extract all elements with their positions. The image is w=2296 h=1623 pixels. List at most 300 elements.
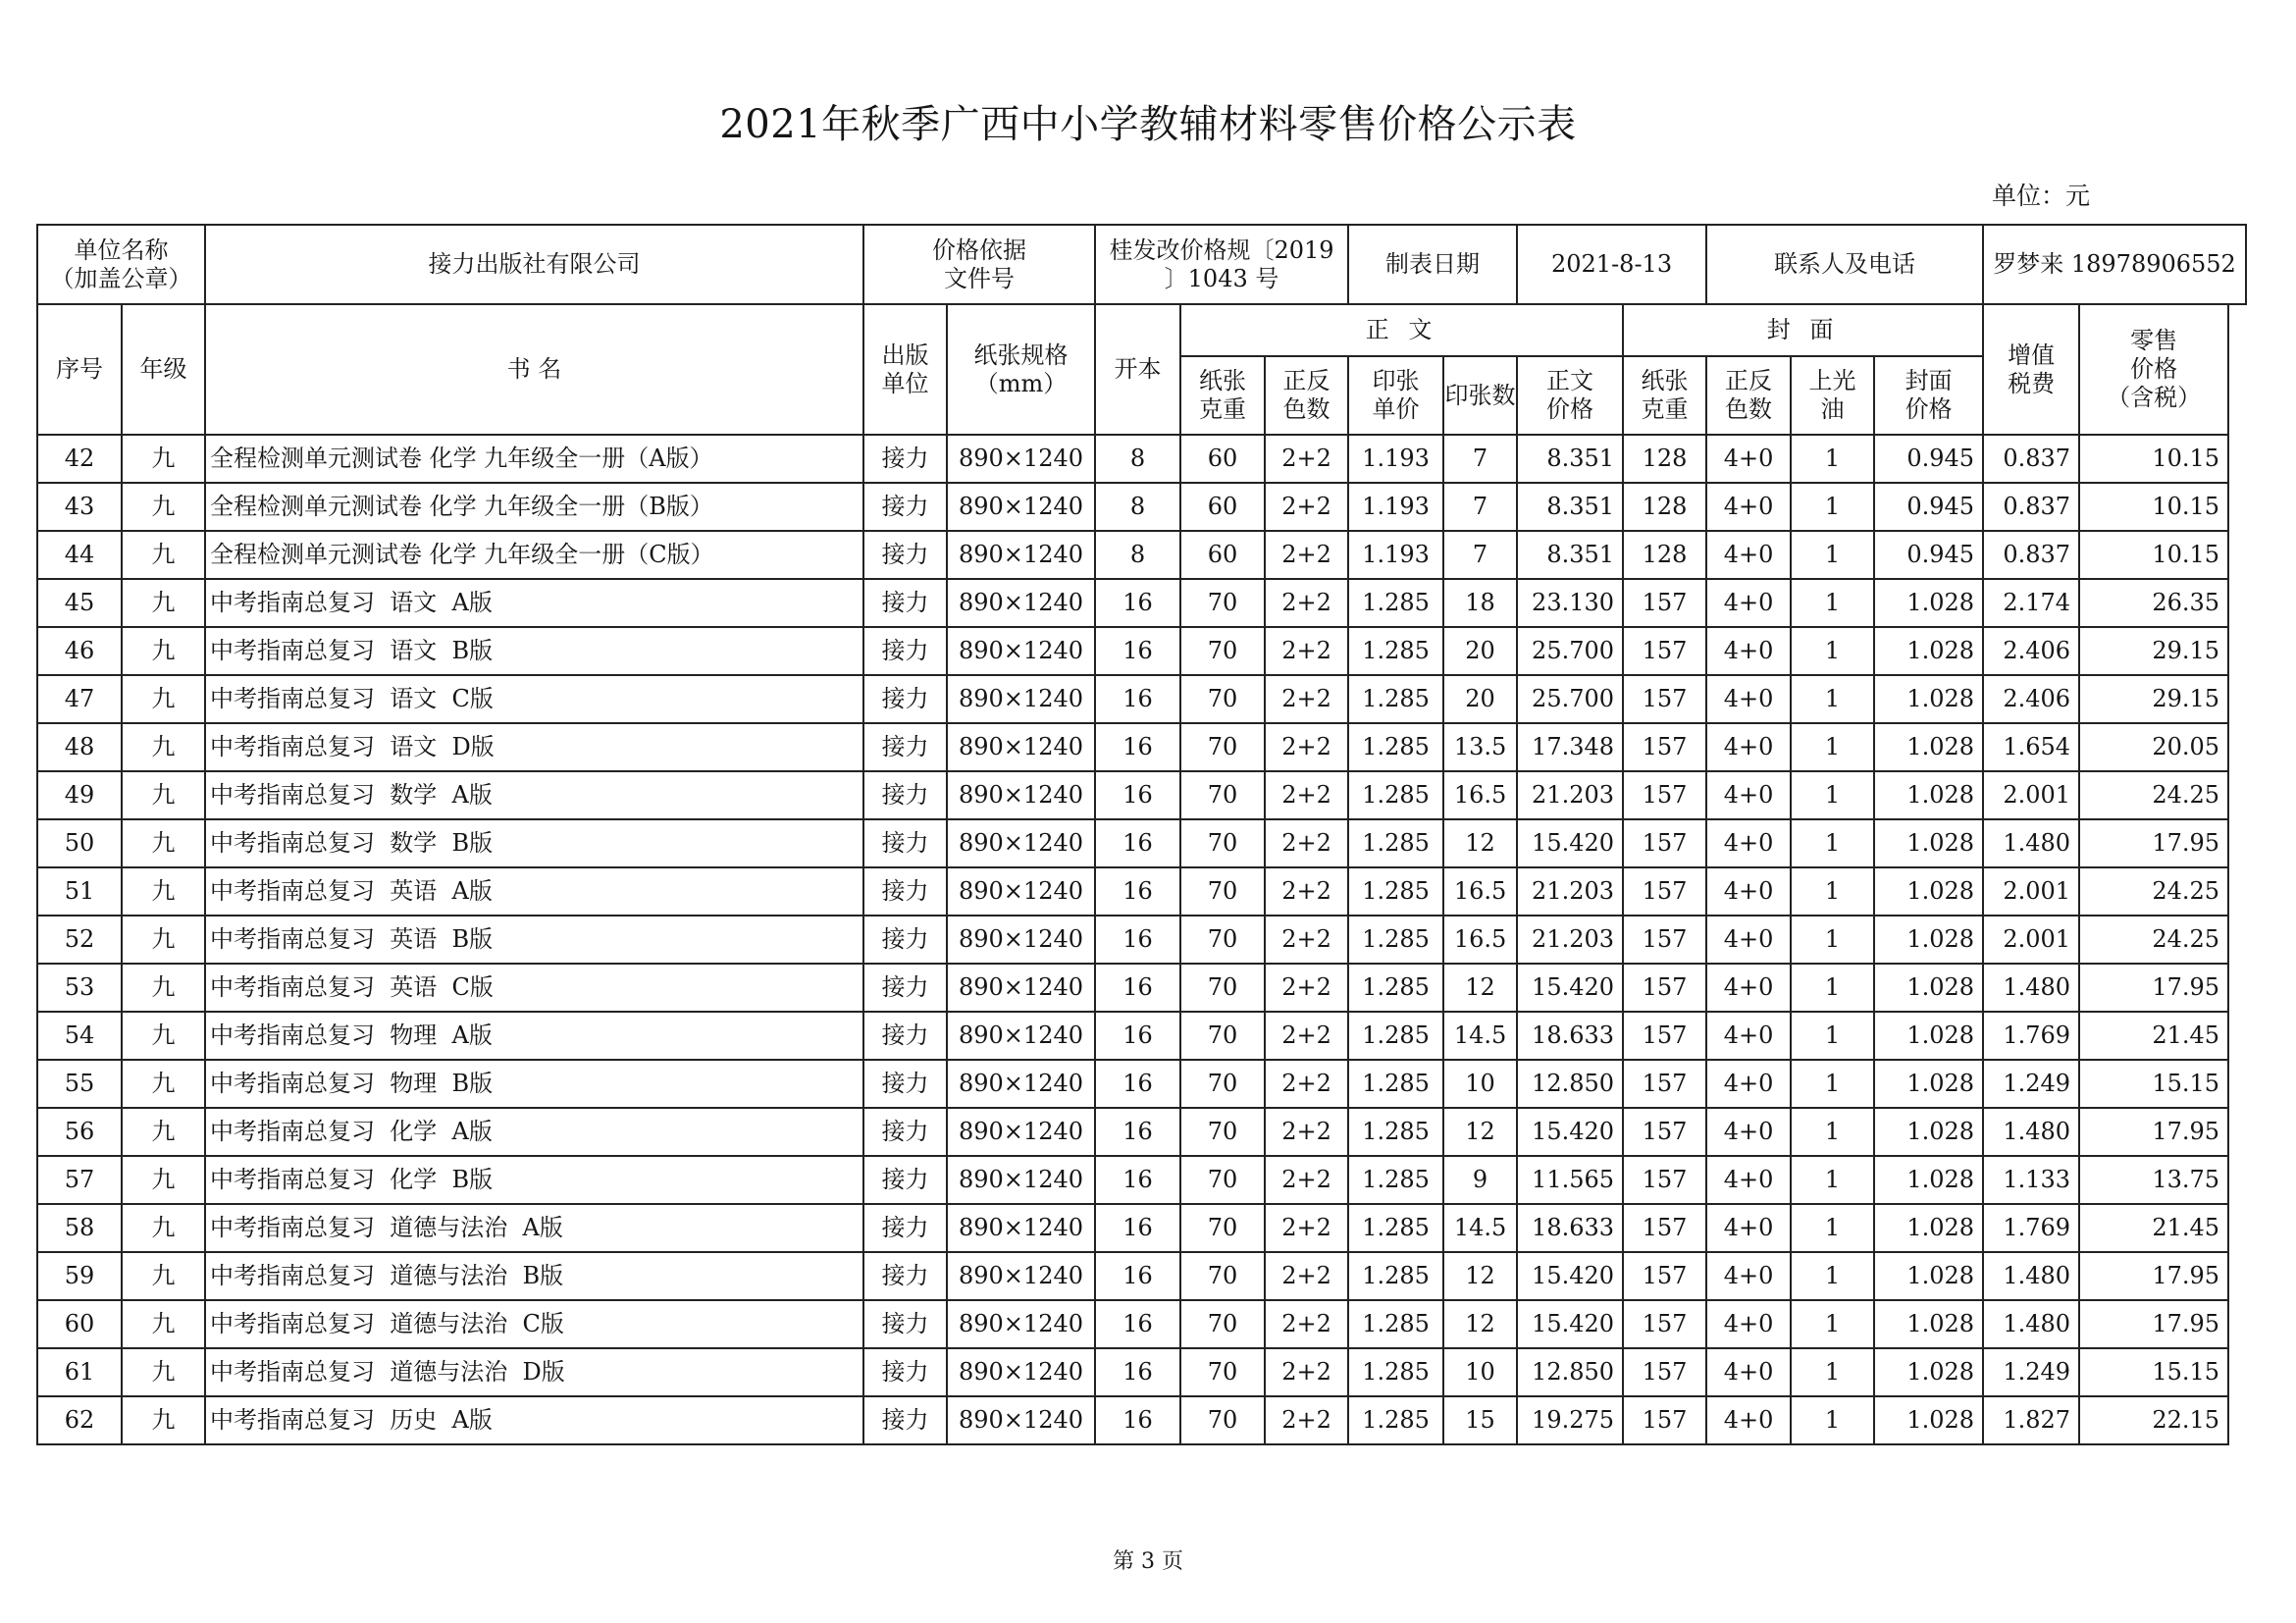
cell-cover-price: 1.028 bbox=[1874, 675, 1983, 723]
cell-body-paper-weight: 70 bbox=[1180, 675, 1265, 723]
cell-body-colors: 2+2 bbox=[1265, 1108, 1348, 1156]
cell-seq: 54 bbox=[37, 1012, 122, 1060]
cell-sheet-count: 15 bbox=[1443, 1396, 1517, 1444]
cell-varnish: 1 bbox=[1791, 531, 1874, 579]
cell-cover-paper-weight: 157 bbox=[1623, 627, 1706, 675]
cell-body-colors: 2+2 bbox=[1265, 435, 1348, 483]
cell-format: 16 bbox=[1095, 675, 1180, 723]
table-row bbox=[37, 1396, 2246, 1444]
cell-varnish: 1 bbox=[1791, 1204, 1874, 1252]
cell-grade: 九 bbox=[122, 1204, 205, 1252]
cell-format: 16 bbox=[1095, 1396, 1180, 1444]
cell-seq: 57 bbox=[37, 1156, 122, 1204]
cell-paper-size: 890×1240 bbox=[947, 627, 1095, 675]
cell-cover-price: 1.028 bbox=[1874, 627, 1983, 675]
cell-paper-size: 890×1240 bbox=[947, 1156, 1095, 1204]
cell-format: 16 bbox=[1095, 627, 1180, 675]
cell-varnish: 1 bbox=[1791, 1156, 1874, 1204]
cell-seq: 46 bbox=[37, 627, 122, 675]
cell-seq: 62 bbox=[37, 1396, 122, 1444]
cell-body-paper-weight: 70 bbox=[1180, 1252, 1265, 1300]
cell-varnish: 1 bbox=[1791, 1012, 1874, 1060]
cell-retail-price: 21.45 bbox=[2079, 1204, 2228, 1252]
cell-body-colors: 2+2 bbox=[1265, 1396, 1348, 1444]
cell-body-price: 23.130 bbox=[1517, 579, 1623, 627]
cell-format: 8 bbox=[1095, 483, 1180, 531]
cell-sheet-price: 1.193 bbox=[1348, 531, 1443, 579]
cell-sheet-count: 7 bbox=[1443, 531, 1517, 579]
contact-label: 联系人及电话 bbox=[1706, 225, 1983, 304]
basis-label: 价格依据 bbox=[932, 236, 1026, 264]
basis-value-cell bbox=[1095, 225, 1348, 304]
cell-cover-paper-weight: 157 bbox=[1623, 675, 1706, 723]
cell-seq: 59 bbox=[37, 1252, 122, 1300]
cell-publisher: 接力 bbox=[863, 723, 947, 771]
body-weight-header-l2: 克重 bbox=[1199, 395, 1246, 423]
cell-cover-paper-weight: 157 bbox=[1623, 1252, 1706, 1300]
cell-format: 8 bbox=[1095, 435, 1180, 483]
cell-varnish: 1 bbox=[1791, 1252, 1874, 1300]
cell-cover-price: 1.028 bbox=[1874, 819, 1983, 867]
cell-cover-paper-weight: 128 bbox=[1623, 435, 1706, 483]
cell-publisher: 接力 bbox=[863, 579, 947, 627]
cell-body-colors: 2+2 bbox=[1265, 483, 1348, 531]
table-row bbox=[37, 1300, 2246, 1348]
cell-grade: 九 bbox=[122, 867, 205, 916]
cell-body-paper-weight: 70 bbox=[1180, 1108, 1265, 1156]
table-row bbox=[37, 723, 2246, 771]
cell-varnish: 1 bbox=[1791, 579, 1874, 627]
cell-vat: 1.769 bbox=[1983, 1012, 2079, 1060]
cell-body-price: 18.633 bbox=[1517, 1204, 1623, 1252]
paper-header-l1: 纸张规格 bbox=[973, 340, 1069, 369]
cell-body-price: 21.203 bbox=[1517, 867, 1623, 916]
table-row bbox=[37, 771, 2246, 819]
cell-vat: 1.480 bbox=[1983, 964, 2079, 1012]
cell-cover-colors: 4+0 bbox=[1706, 819, 1791, 867]
cell-cover-price: 1.028 bbox=[1874, 771, 1983, 819]
cell-body-price: 15.420 bbox=[1517, 964, 1623, 1012]
sheet-price-header-l1: 印张 bbox=[1372, 367, 1420, 395]
cell-cover-paper-weight: 157 bbox=[1623, 1204, 1706, 1252]
cell-retail-price: 10.15 bbox=[2079, 531, 2228, 579]
cell-seq: 48 bbox=[37, 723, 122, 771]
cell-seq: 50 bbox=[37, 819, 122, 867]
cell-sheet-price: 1.285 bbox=[1348, 675, 1443, 723]
cell-grade: 九 bbox=[122, 723, 205, 771]
body-weight-header bbox=[1180, 356, 1265, 435]
cell-publisher: 接力 bbox=[863, 771, 947, 819]
cell-body-price: 15.420 bbox=[1517, 1300, 1623, 1348]
varnish-header-l1: 上光 bbox=[1808, 367, 1856, 395]
cell-body-price: 17.348 bbox=[1517, 723, 1623, 771]
cover-color-header bbox=[1706, 356, 1791, 435]
cell-grade: 九 bbox=[122, 675, 205, 723]
cell-retail-price: 17.95 bbox=[2079, 964, 2228, 1012]
table-row bbox=[37, 483, 2246, 531]
cell-sheet-count: 7 bbox=[1443, 435, 1517, 483]
cell-body-paper-weight: 70 bbox=[1180, 1396, 1265, 1444]
cell-seq: 52 bbox=[37, 916, 122, 964]
cell-cover-price: 0.945 bbox=[1874, 483, 1983, 531]
table-body bbox=[37, 435, 2246, 1444]
cell-publisher: 接力 bbox=[863, 1156, 947, 1204]
cell-cover-colors: 4+0 bbox=[1706, 1348, 1791, 1396]
cell-sheet-count: 10 bbox=[1443, 1348, 1517, 1396]
cell-body-paper-weight: 60 bbox=[1180, 483, 1265, 531]
table-row bbox=[37, 1108, 2246, 1156]
cell-varnish: 1 bbox=[1791, 435, 1874, 483]
retail-header-l2: 价格 bbox=[2130, 355, 2178, 384]
body-price-header-l2: 价格 bbox=[1546, 395, 1594, 423]
cell-sheet-price: 1.193 bbox=[1348, 483, 1443, 531]
cell-vat: 2.174 bbox=[1983, 579, 2079, 627]
cell-cover-paper-weight: 157 bbox=[1623, 1108, 1706, 1156]
cell-body-price: 12.850 bbox=[1517, 1060, 1623, 1108]
cell-paper-size: 890×1240 bbox=[947, 531, 1095, 579]
cell-format: 16 bbox=[1095, 819, 1180, 867]
cell-cover-colors: 4+0 bbox=[1706, 627, 1791, 675]
cell-retail-price: 17.95 bbox=[2079, 1252, 2228, 1300]
body-color-header bbox=[1265, 356, 1348, 435]
cell-body-paper-weight: 70 bbox=[1180, 819, 1265, 867]
cell-sheet-price: 1.285 bbox=[1348, 867, 1443, 916]
cell-grade: 九 bbox=[122, 1108, 205, 1156]
basis-value-line1: 桂发改价格规〔2019 bbox=[1109, 236, 1334, 264]
table-row bbox=[37, 1348, 2246, 1396]
cell-paper-size: 890×1240 bbox=[947, 867, 1095, 916]
unit-name-label-sub: （加盖公章） bbox=[50, 264, 192, 292]
cell-retail-price: 29.15 bbox=[2079, 627, 2228, 675]
cell-vat: 1.480 bbox=[1983, 819, 2079, 867]
cell-seq: 53 bbox=[37, 964, 122, 1012]
cell-cover-price: 1.028 bbox=[1874, 867, 1983, 916]
body-color-header-l1: 正反 bbox=[1282, 367, 1331, 395]
book-header: 书 名 bbox=[205, 304, 863, 435]
cell-paper-size: 890×1240 bbox=[947, 1060, 1095, 1108]
cell-body-paper-weight: 70 bbox=[1180, 1300, 1265, 1348]
table-row bbox=[37, 675, 2246, 723]
table-row bbox=[37, 531, 2246, 579]
cell-vat: 1.480 bbox=[1983, 1108, 2079, 1156]
cell-varnish: 1 bbox=[1791, 627, 1874, 675]
cell-varnish: 1 bbox=[1791, 723, 1874, 771]
cell-vat: 0.837 bbox=[1983, 531, 2079, 579]
table-row bbox=[37, 964, 2246, 1012]
cell-format: 8 bbox=[1095, 531, 1180, 579]
cell-seq: 49 bbox=[37, 771, 122, 819]
cell-cover-price: 1.028 bbox=[1874, 1060, 1983, 1108]
cell-format: 16 bbox=[1095, 771, 1180, 819]
cell-retail-price: 24.25 bbox=[2079, 867, 2228, 916]
cell-cover-paper-weight: 157 bbox=[1623, 771, 1706, 819]
cell-body-colors: 2+2 bbox=[1265, 1156, 1348, 1204]
cell-cover-price: 1.028 bbox=[1874, 1252, 1983, 1300]
publisher-header bbox=[863, 304, 947, 435]
cell-seq: 61 bbox=[37, 1348, 122, 1396]
cell-vat: 2.001 bbox=[1983, 867, 2079, 916]
varnish-header-l2: 油 bbox=[1820, 395, 1845, 423]
cell-varnish: 1 bbox=[1791, 483, 1874, 531]
cell-grade: 九 bbox=[122, 1396, 205, 1444]
cell-varnish: 1 bbox=[1791, 675, 1874, 723]
cell-format: 16 bbox=[1095, 579, 1180, 627]
body-color-header-l2: 色数 bbox=[1282, 395, 1331, 423]
cell-vat: 1.654 bbox=[1983, 723, 2079, 771]
cell-book-name: 中考指南总复习 语文 D版 bbox=[205, 723, 863, 771]
vat-header-l1: 增值 bbox=[2008, 340, 2056, 369]
cell-body-paper-weight: 70 bbox=[1180, 1204, 1265, 1252]
cell-cover-colors: 4+0 bbox=[1706, 723, 1791, 771]
cell-cover-paper-weight: 128 bbox=[1623, 531, 1706, 579]
cell-book-name: 中考指南总复习 历史 A版 bbox=[205, 1396, 863, 1444]
cell-vat: 1.827 bbox=[1983, 1396, 2079, 1444]
cell-cover-colors: 4+0 bbox=[1706, 964, 1791, 1012]
paper-header bbox=[947, 304, 1095, 435]
cell-grade: 九 bbox=[122, 1060, 205, 1108]
cell-paper-size: 890×1240 bbox=[947, 723, 1095, 771]
cell-body-paper-weight: 70 bbox=[1180, 627, 1265, 675]
cell-cover-colors: 4+0 bbox=[1706, 435, 1791, 483]
cell-book-name: 全程检测单元测试卷 化学 九年级全一册（A版） bbox=[205, 435, 863, 483]
cell-body-colors: 2+2 bbox=[1265, 1348, 1348, 1396]
cell-cover-colors: 4+0 bbox=[1706, 771, 1791, 819]
cell-cover-price: 1.028 bbox=[1874, 1156, 1983, 1204]
cell-varnish: 1 bbox=[1791, 964, 1874, 1012]
cell-book-name: 中考指南总复习 物理 B版 bbox=[205, 1060, 863, 1108]
cell-sheet-price: 1.285 bbox=[1348, 1396, 1443, 1444]
cell-book-name: 中考指南总复习 英语 C版 bbox=[205, 964, 863, 1012]
cell-vat: 2.406 bbox=[1983, 627, 2079, 675]
cell-body-price: 25.700 bbox=[1517, 675, 1623, 723]
cell-retail-price: 22.15 bbox=[2079, 1396, 2228, 1444]
cell-body-paper-weight: 70 bbox=[1180, 723, 1265, 771]
table-row bbox=[37, 435, 2246, 483]
cell-sheet-price: 1.285 bbox=[1348, 627, 1443, 675]
cell-publisher: 接力 bbox=[863, 675, 947, 723]
format-header: 开本 bbox=[1095, 304, 1180, 435]
cell-cover-price: 1.028 bbox=[1874, 579, 1983, 627]
cover-weight-header-l2: 克重 bbox=[1641, 395, 1689, 423]
cell-format: 16 bbox=[1095, 1348, 1180, 1396]
cell-format: 16 bbox=[1095, 1252, 1180, 1300]
cell-cover-colors: 4+0 bbox=[1706, 1012, 1791, 1060]
table-row bbox=[37, 916, 2246, 964]
cell-vat: 1.480 bbox=[1983, 1252, 2079, 1300]
cover-weight-header-l1: 纸张 bbox=[1641, 367, 1689, 395]
cell-grade: 九 bbox=[122, 1348, 205, 1396]
cell-format: 16 bbox=[1095, 867, 1180, 916]
cell-seq: 44 bbox=[37, 531, 122, 579]
cell-grade: 九 bbox=[122, 435, 205, 483]
cell-body-colors: 2+2 bbox=[1265, 867, 1348, 916]
unit-name-label: 单位名称 bbox=[74, 236, 169, 264]
cell-seq: 42 bbox=[37, 435, 122, 483]
cell-sheet-count: 20 bbox=[1443, 675, 1517, 723]
cell-sheet-price: 1.285 bbox=[1348, 916, 1443, 964]
cell-body-colors: 2+2 bbox=[1265, 1012, 1348, 1060]
cell-varnish: 1 bbox=[1791, 867, 1874, 916]
cell-sheet-price: 1.285 bbox=[1348, 964, 1443, 1012]
cell-paper-size: 890×1240 bbox=[947, 1396, 1095, 1444]
cell-grade: 九 bbox=[122, 1300, 205, 1348]
cell-publisher: 接力 bbox=[863, 483, 947, 531]
cell-publisher: 接力 bbox=[863, 1300, 947, 1348]
cell-format: 16 bbox=[1095, 1108, 1180, 1156]
cell-publisher: 接力 bbox=[863, 1204, 947, 1252]
cell-cover-price: 1.028 bbox=[1874, 1348, 1983, 1396]
cell-format: 16 bbox=[1095, 964, 1180, 1012]
cell-grade: 九 bbox=[122, 771, 205, 819]
publisher-header-l2: 单位 bbox=[881, 369, 929, 397]
cell-cover-paper-weight: 157 bbox=[1623, 964, 1706, 1012]
table-row bbox=[37, 1252, 2246, 1300]
cell-sheet-count: 12 bbox=[1443, 1108, 1517, 1156]
cell-sheet-count: 10 bbox=[1443, 1060, 1517, 1108]
retail-header-l1: 零售 bbox=[2130, 327, 2178, 355]
cell-grade: 九 bbox=[122, 627, 205, 675]
cell-publisher: 接力 bbox=[863, 1108, 947, 1156]
cell-book-name: 中考指南总复习 化学 A版 bbox=[205, 1108, 863, 1156]
cell-body-price: 21.203 bbox=[1517, 916, 1623, 964]
cell-paper-size: 890×1240 bbox=[947, 916, 1095, 964]
cell-body-paper-weight: 70 bbox=[1180, 916, 1265, 964]
cell-body-colors: 2+2 bbox=[1265, 723, 1348, 771]
cell-body-paper-weight: 70 bbox=[1180, 867, 1265, 916]
cell-grade: 九 bbox=[122, 964, 205, 1012]
cell-sheet-count: 13.5 bbox=[1443, 723, 1517, 771]
cell-grade: 九 bbox=[122, 1252, 205, 1300]
cell-cover-price: 1.028 bbox=[1874, 964, 1983, 1012]
cell-body-paper-weight: 70 bbox=[1180, 1060, 1265, 1108]
cell-body-price: 15.420 bbox=[1517, 1252, 1623, 1300]
cell-vat: 0.837 bbox=[1983, 483, 2079, 531]
cell-paper-size: 890×1240 bbox=[947, 483, 1095, 531]
cell-book-name: 中考指南总复习 道德与法治 B版 bbox=[205, 1252, 863, 1300]
vat-header-l2: 税费 bbox=[2008, 369, 2056, 397]
body-weight-header-l1: 纸张 bbox=[1199, 367, 1246, 395]
cell-body-paper-weight: 70 bbox=[1180, 579, 1265, 627]
cell-cover-colors: 4+0 bbox=[1706, 1108, 1791, 1156]
price-table bbox=[36, 224, 2247, 1445]
cell-grade: 九 bbox=[122, 819, 205, 867]
cell-sheet-price: 1.285 bbox=[1348, 1204, 1443, 1252]
cell-seq: 55 bbox=[37, 1060, 122, 1108]
cell-body-paper-weight: 70 bbox=[1180, 1012, 1265, 1060]
cell-retail-price: 24.25 bbox=[2079, 916, 2228, 964]
cell-retail-price: 29.15 bbox=[2079, 675, 2228, 723]
cell-book-name: 中考指南总复习 道德与法治 A版 bbox=[205, 1204, 863, 1252]
cell-paper-size: 890×1240 bbox=[947, 1108, 1095, 1156]
cell-cover-paper-weight: 157 bbox=[1623, 1012, 1706, 1060]
cell-body-colors: 2+2 bbox=[1265, 1252, 1348, 1300]
cell-cover-price: 1.028 bbox=[1874, 1300, 1983, 1348]
cell-body-paper-weight: 70 bbox=[1180, 964, 1265, 1012]
paper-header-l2: （mm） bbox=[974, 369, 1068, 397]
cell-body-colors: 2+2 bbox=[1265, 916, 1348, 964]
cell-vat: 1.249 bbox=[1983, 1060, 2079, 1108]
cell-publisher: 接力 bbox=[863, 964, 947, 1012]
cell-grade: 九 bbox=[122, 579, 205, 627]
cell-cover-paper-weight: 157 bbox=[1623, 1156, 1706, 1204]
cell-sheet-price: 1.285 bbox=[1348, 723, 1443, 771]
cell-body-price: 18.633 bbox=[1517, 1012, 1623, 1060]
sheets-header: 印张数 bbox=[1443, 356, 1517, 435]
body-price-header bbox=[1517, 356, 1623, 435]
cell-cover-paper-weight: 157 bbox=[1623, 1396, 1706, 1444]
cell-cover-colors: 4+0 bbox=[1706, 675, 1791, 723]
cover-price-header-l2: 价格 bbox=[1905, 395, 1953, 423]
cell-book-name: 中考指南总复习 英语 A版 bbox=[205, 867, 863, 916]
cell-paper-size: 890×1240 bbox=[947, 579, 1095, 627]
cell-sheet-price: 1.285 bbox=[1348, 771, 1443, 819]
cell-book-name: 中考指南总复习 道德与法治 C版 bbox=[205, 1300, 863, 1348]
basis-label-sub: 文件号 bbox=[944, 264, 1015, 292]
cell-retail-price: 24.25 bbox=[2079, 771, 2228, 819]
cell-paper-size: 890×1240 bbox=[947, 964, 1095, 1012]
cell-format: 16 bbox=[1095, 916, 1180, 964]
cell-body-colors: 2+2 bbox=[1265, 964, 1348, 1012]
cell-cover-colors: 4+0 bbox=[1706, 1060, 1791, 1108]
cell-sheet-count: 12 bbox=[1443, 964, 1517, 1012]
cell-cover-paper-weight: 157 bbox=[1623, 1060, 1706, 1108]
publisher-header-l1: 出版 bbox=[881, 340, 929, 369]
cell-body-colors: 2+2 bbox=[1265, 1204, 1348, 1252]
cell-publisher: 接力 bbox=[863, 916, 947, 964]
cell-publisher: 接力 bbox=[863, 1012, 947, 1060]
cell-sheet-price: 1.285 bbox=[1348, 1108, 1443, 1156]
cell-cover-colors: 4+0 bbox=[1706, 1204, 1791, 1252]
cell-cover-price: 1.028 bbox=[1874, 1012, 1983, 1060]
cell-varnish: 1 bbox=[1791, 771, 1874, 819]
cell-vat: 2.001 bbox=[1983, 771, 2079, 819]
cell-sheet-count: 12 bbox=[1443, 819, 1517, 867]
cell-varnish: 1 bbox=[1791, 1300, 1874, 1348]
grade-header: 年级 bbox=[122, 304, 205, 435]
cell-body-price: 12.850 bbox=[1517, 1348, 1623, 1396]
cell-paper-size: 890×1240 bbox=[947, 675, 1095, 723]
cell-body-paper-weight: 60 bbox=[1180, 435, 1265, 483]
cell-cover-paper-weight: 157 bbox=[1623, 579, 1706, 627]
cell-paper-size: 890×1240 bbox=[947, 1348, 1095, 1396]
page-number: 第 3 页 bbox=[1113, 1549, 1183, 1574]
cell-publisher: 接力 bbox=[863, 627, 947, 675]
cell-book-name: 中考指南总复习 英语 B版 bbox=[205, 916, 863, 964]
cell-paper-size: 890×1240 bbox=[947, 435, 1095, 483]
cell-vat: 2.406 bbox=[1983, 675, 2079, 723]
cell-grade: 九 bbox=[122, 1012, 205, 1060]
page-title: 2021年秋季广西中小学教辅材料零售价格公示表 bbox=[719, 102, 1577, 147]
cell-body-colors: 2+2 bbox=[1265, 627, 1348, 675]
cell-body-colors: 2+2 bbox=[1265, 1060, 1348, 1108]
cell-grade: 九 bbox=[122, 531, 205, 579]
cell-sheet-price: 1.285 bbox=[1348, 1012, 1443, 1060]
cell-cover-colors: 4+0 bbox=[1706, 916, 1791, 964]
cell-sheet-count: 16.5 bbox=[1443, 867, 1517, 916]
cell-cover-price: 0.945 bbox=[1874, 531, 1983, 579]
table-row bbox=[37, 1204, 2246, 1252]
cell-retail-price: 17.95 bbox=[2079, 1108, 2228, 1156]
cell-book-name: 中考指南总复习 化学 B版 bbox=[205, 1156, 863, 1204]
cell-varnish: 1 bbox=[1791, 819, 1874, 867]
cell-body-price: 8.351 bbox=[1517, 435, 1623, 483]
table-row bbox=[37, 819, 2246, 867]
cell-retail-price: 10.15 bbox=[2079, 483, 2228, 531]
cell-publisher: 接力 bbox=[863, 1060, 947, 1108]
cell-sheet-price: 1.285 bbox=[1348, 819, 1443, 867]
cell-book-name: 全程检测单元测试卷 化学 九年级全一册（B版） bbox=[205, 483, 863, 531]
unit-name-value: 接力出版社有限公司 bbox=[205, 225, 863, 304]
